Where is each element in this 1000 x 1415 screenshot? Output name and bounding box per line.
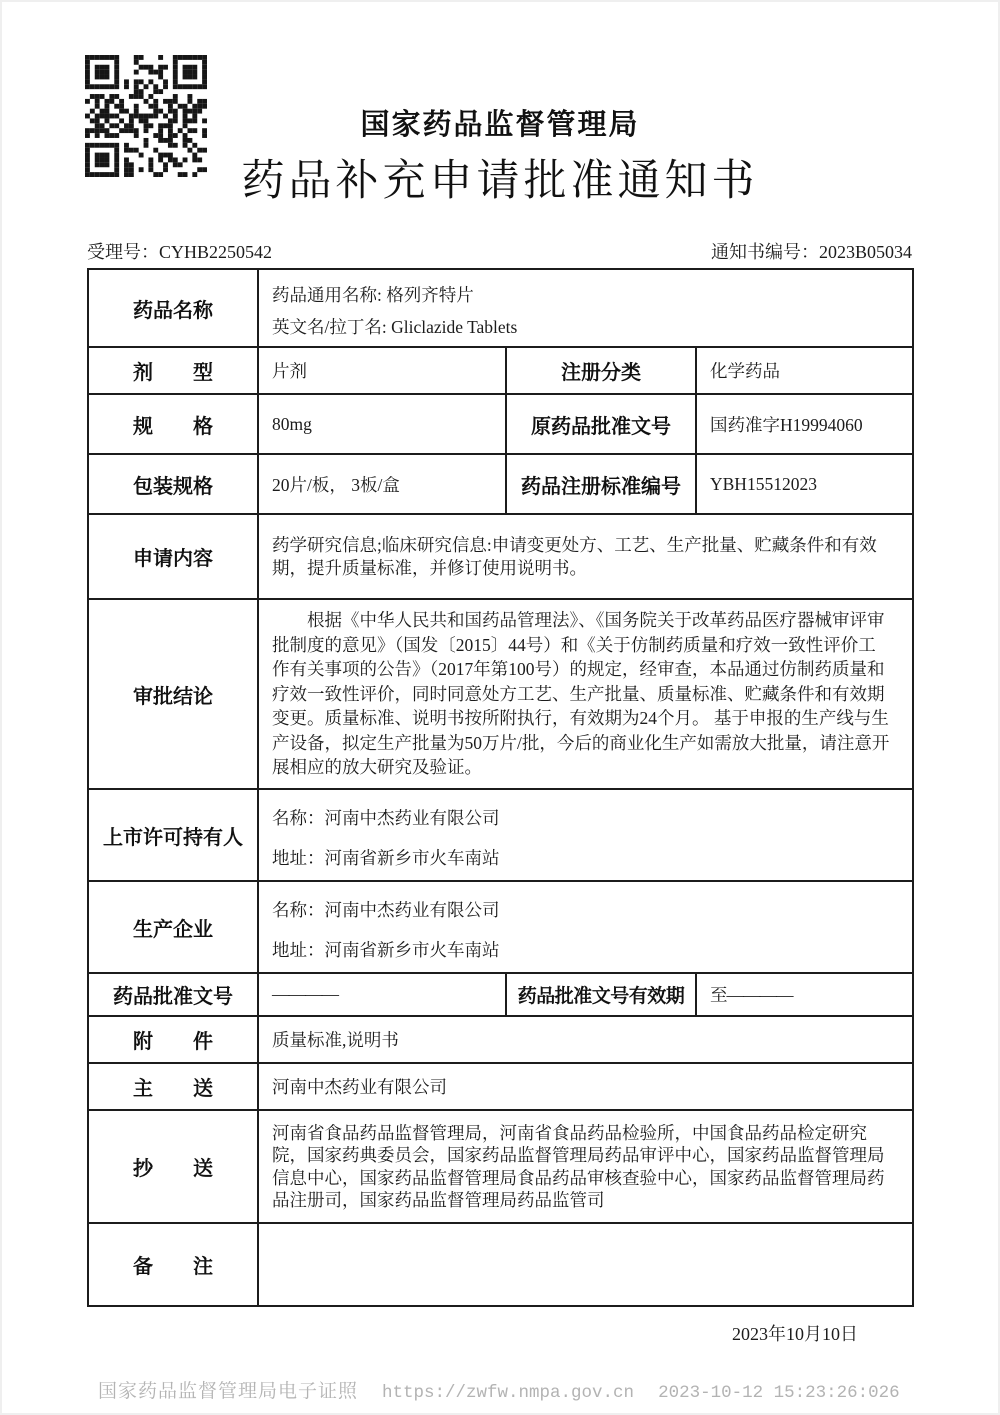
acceptance-label: 受理号： bbox=[87, 242, 159, 262]
row-remark bbox=[88, 1223, 913, 1306]
row-spec bbox=[88, 394, 913, 454]
notice-number bbox=[711, 238, 912, 264]
cc-value: 河南省食品药品监督管理局，河南省食品药品检验所，中国食品药品检定研究院，国家药典委员会，国家药品监督管理局药品审评中心，国家药品监督管理局信息中心，国家药品监督管理局食品药品审核查验中心，国家药品监督管理局药品注册司，国家药品监督管理局药品监管司 bbox=[258, 1110, 913, 1223]
manufacturer-label: 生产企业 bbox=[88, 881, 258, 973]
issue-date: 2023年10月10日 bbox=[732, 1324, 858, 1344]
acceptance-value: CYHB2250542 bbox=[159, 242, 273, 262]
approval-validity-label: 药品批准文号有效期 bbox=[506, 973, 696, 1016]
cc-label: 抄 送 bbox=[88, 1110, 258, 1223]
agency-title: 国家药品监督管理局 bbox=[360, 109, 640, 141]
spec-label: 规 格 bbox=[88, 394, 258, 454]
orig-approval-label: 原药品批准文号 bbox=[506, 394, 696, 454]
row-approval-no bbox=[88, 973, 913, 1016]
manufacturer-value bbox=[258, 881, 913, 973]
dosage-form-label: 剂 型 bbox=[88, 347, 258, 394]
approval-table bbox=[87, 268, 914, 1307]
meta-row bbox=[87, 238, 912, 264]
main-send-value: 河南中杰药业有限公司 bbox=[258, 1063, 913, 1110]
reg-std-value: YBH15512023 bbox=[696, 454, 913, 514]
application-value: 药学研究信息;临床研究信息:申请变更处方、工艺、生产批量、贮藏条件和有效期，提升质量标准，并修订使用说明书。 bbox=[258, 514, 913, 599]
conclusion-label: 审批结论 bbox=[88, 599, 258, 789]
spec-value: 80mg bbox=[258, 394, 506, 454]
dosage-form-value: 片剂 bbox=[258, 347, 506, 394]
application-label: 申请内容 bbox=[88, 514, 258, 599]
row-main-send bbox=[88, 1063, 913, 1110]
acceptance-number bbox=[87, 238, 272, 264]
row-package bbox=[88, 454, 913, 514]
footer-certificate-line bbox=[98, 1376, 900, 1403]
reg-class-value: 化学药品 bbox=[696, 347, 913, 394]
package-label: 包装规格 bbox=[88, 454, 258, 514]
notice-label: 通知书编号： bbox=[710, 242, 819, 262]
document-title: 药品补充申请批准通知书 bbox=[241, 158, 759, 205]
row-dosage-form bbox=[88, 347, 913, 394]
row-mah bbox=[88, 789, 913, 881]
row-cc bbox=[88, 1110, 913, 1223]
manufacturer-name-line: 名称：河南中杰药业有限公司 bbox=[272, 900, 500, 920]
approval-validity-value: 至———— bbox=[696, 973, 913, 1016]
drug-name-value bbox=[258, 269, 913, 347]
mah-addr-line: 地址：河南省新乡市火车南站 bbox=[272, 848, 500, 868]
row-conclusion bbox=[88, 599, 913, 789]
remark-label: 备 注 bbox=[88, 1223, 258, 1306]
row-attachment bbox=[88, 1016, 913, 1063]
notice-value: 2023B05034 bbox=[818, 242, 912, 262]
approval-no-label: 药品批准文号 bbox=[88, 973, 258, 1016]
attachment-label: 附 件 bbox=[88, 1016, 258, 1063]
english-name-line: 英文名/拉丁名: Gliclazide Tablets bbox=[272, 317, 518, 337]
orig-approval-value: 国药准字H19994060 bbox=[696, 394, 913, 454]
reg-std-label: 药品注册标准编号 bbox=[506, 454, 696, 514]
package-value: 20片/板， 3板/盒 bbox=[258, 454, 506, 514]
drug-name-label: 药品名称 bbox=[88, 269, 258, 347]
row-drug-name bbox=[88, 269, 913, 347]
footer-url: https://zwfw.nmpa.gov.cn bbox=[382, 1383, 635, 1403]
mah-label: 上市许可持有人 bbox=[88, 789, 258, 881]
mah-name-line: 名称：河南中杰药业有限公司 bbox=[272, 808, 500, 828]
footer-timestamp: 2023-10-12 15:23:26:026 bbox=[658, 1383, 900, 1403]
generic-name-line: 药品通用名称: 格列齐特片 bbox=[272, 285, 474, 305]
attachment-value: 质量标准,说明书 bbox=[258, 1016, 913, 1063]
row-manufacturer bbox=[88, 881, 913, 973]
reg-class-label: 注册分类 bbox=[506, 347, 696, 394]
mah-value bbox=[258, 789, 913, 881]
approval-no-value: ———— bbox=[258, 973, 506, 1016]
footer-cert-label: 国家药品监督管理局电子证照 bbox=[98, 1381, 359, 1402]
remark-value bbox=[258, 1223, 913, 1306]
conclusion-paragraph: 根据《中华人民共和国药品管理法》、《国务院关于改革药品医疗器械审评审批制度的意见》（国发〔2015〕44号）和《关于仿制药质量和疗效一致性评价工作有关事项的公告》（2017年第100号）的规定，经审查，本品通过仿制药质量和疗效一致性评价，同时同意处方工艺、生产批量、质量标准、贮藏条件和有效期变更。质量标准、说明书按所附执行，有效期为24个月。 基于申报的生产线与生产设备，拟定生产批量为50万片/批，今后的商业化生产如需放大批量，请注意开展相应的放大研究及验证。 bbox=[272, 610, 890, 778]
main-send-label: 主 送 bbox=[88, 1063, 258, 1110]
row-application bbox=[88, 514, 913, 599]
manufacturer-addr-line: 地址：河南省新乡市火车南站 bbox=[272, 940, 500, 960]
conclusion-value bbox=[258, 599, 913, 789]
